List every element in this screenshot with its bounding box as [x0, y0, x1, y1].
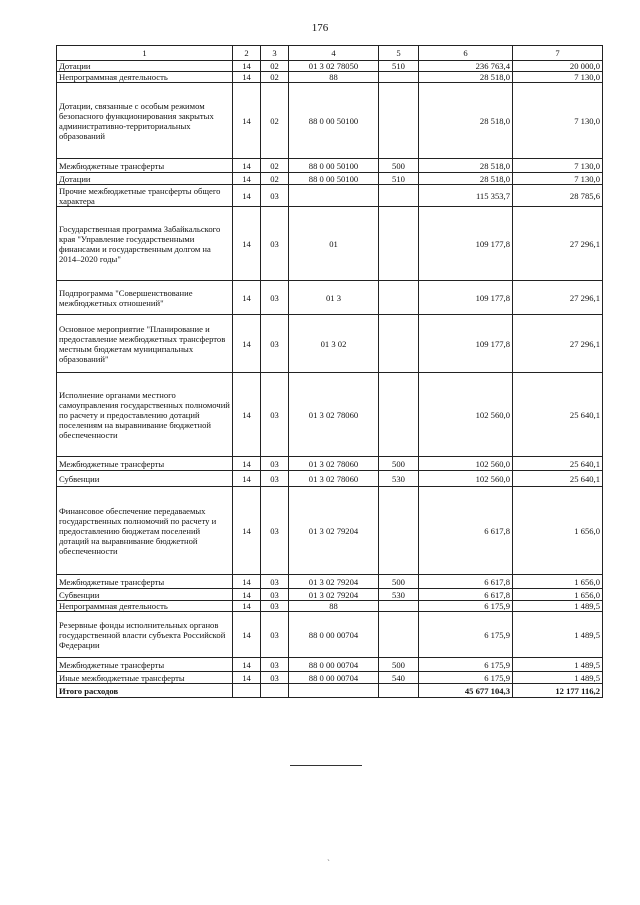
- table-row: [57, 315, 603, 373]
- cell-section: 14: [233, 672, 261, 684]
- cell-name: Непрограммная деятельность: [57, 601, 233, 612]
- cell-amount-quarter: 20 000,0: [513, 61, 603, 72]
- cell-amount-year: 102 560,0: [419, 457, 513, 471]
- cell-target-code: 01 3 02 78060: [289, 373, 379, 457]
- cell-amount-year: 236 763,4: [419, 61, 513, 72]
- cell-amount-quarter: 12 177 116,2: [513, 684, 603, 698]
- cell-name: Непрограммная деятельность: [57, 72, 233, 83]
- cell-section: 14: [233, 72, 261, 83]
- cell-amount-year: 28 518,0: [419, 83, 513, 159]
- cell-expense-type: [379, 373, 419, 457]
- cell-expense-type: [379, 612, 419, 658]
- cell-amount-year: 6 175,9: [419, 658, 513, 672]
- cell-target-code: 88 0 00 50100: [289, 159, 379, 173]
- cell-amount-quarter: 7 130,0: [513, 173, 603, 185]
- cell-name: Подпрограмма "Совершенствование межбюджетных отношений": [57, 281, 233, 315]
- cell-name: Дотации, связанные с особым режимом безопасного функционирования закрытых административно-территориальных образований: [57, 83, 233, 159]
- cell-section: 14: [233, 658, 261, 672]
- cell-amount-year: 6 617,8: [419, 575, 513, 589]
- column-header: 2: [233, 46, 261, 61]
- table-row: [57, 207, 603, 281]
- cell-expense-type: 510: [379, 61, 419, 72]
- cell-amount-quarter: 7 130,0: [513, 72, 603, 83]
- column-header: 3: [261, 46, 289, 61]
- table-row: [57, 589, 603, 601]
- cell-name: Межбюджетные трансферты: [57, 658, 233, 672]
- cell-amount-year: 102 560,0: [419, 471, 513, 487]
- column-header: 6: [419, 46, 513, 61]
- cell-name: Межбюджетные трансферты: [57, 159, 233, 173]
- table-row: [57, 487, 603, 575]
- cell-amount-quarter: 27 296,1: [513, 207, 603, 281]
- cell-target-code: 01 3 02 79204: [289, 589, 379, 601]
- cell-amount-year: 45 677 104,3: [419, 684, 513, 698]
- cell-subsection: 02: [261, 173, 289, 185]
- cell-expense-type: [379, 601, 419, 612]
- cell-expense-type: 530: [379, 471, 419, 487]
- table-row: [57, 471, 603, 487]
- cell-amount-quarter: 25 640,1: [513, 373, 603, 457]
- cell-section: 14: [233, 601, 261, 612]
- cell-section: 14: [233, 471, 261, 487]
- cell-name: Дотации: [57, 61, 233, 72]
- cell-name: Дотации: [57, 173, 233, 185]
- cell-subsection: 03: [261, 457, 289, 471]
- cell-expense-type: [379, 83, 419, 159]
- cell-expense-type: 510: [379, 173, 419, 185]
- cell-name: Исполнение органами местного самоуправления государственных полномочий по расчету и предоставлению дотаций поселениям на выравнивание бюджетной обеспеченности: [57, 373, 233, 457]
- cell-expense-type: [379, 315, 419, 373]
- cell-name: Финансовое обеспечение передаваемых государственных полномочий по расчету и предоставлению бюджетам поселений дотаций на выравнивание бюджетной обеспеченности: [57, 487, 233, 575]
- cell-subsection: 03: [261, 281, 289, 315]
- cell-amount-year: 6 617,8: [419, 487, 513, 575]
- cell-amount-year: 6 175,9: [419, 601, 513, 612]
- column-header: 4: [289, 46, 379, 61]
- separator-line: [290, 765, 362, 766]
- cell-target-code: [289, 684, 379, 698]
- cell-subsection: 03: [261, 658, 289, 672]
- table-row: [57, 612, 603, 658]
- cell-subsection: 03: [261, 487, 289, 575]
- cell-amount-quarter: 28 785,6: [513, 185, 603, 207]
- cell-amount-year: 28 518,0: [419, 173, 513, 185]
- cell-section: 14: [233, 487, 261, 575]
- table-header-row: [57, 46, 603, 61]
- cell-target-code: 01 3 02 78050: [289, 61, 379, 72]
- cell-expense-type: 530: [379, 589, 419, 601]
- cell-target-code: 01 3: [289, 281, 379, 315]
- table-row: [57, 373, 603, 457]
- cell-amount-quarter: 1 489,5: [513, 601, 603, 612]
- cell-name: Прочие межбюджетные трансферты общего характера: [57, 185, 233, 207]
- cell-target-code: 01 3 02 79204: [289, 575, 379, 589]
- cell-section: 14: [233, 373, 261, 457]
- cell-section: [233, 684, 261, 698]
- cell-amount-quarter: 1 656,0: [513, 589, 603, 601]
- cell-section: 14: [233, 315, 261, 373]
- table-row: [57, 658, 603, 672]
- table-row: [57, 575, 603, 589]
- cell-amount-quarter: 27 296,1: [513, 315, 603, 373]
- cell-section: 14: [233, 185, 261, 207]
- cell-name: Государственная программа Забайкальского края "Управление государственными финансами и государственным долгом на 2014–2020 годы": [57, 207, 233, 281]
- cell-target-code: 01: [289, 207, 379, 281]
- cell-name: Межбюджетные трансферты: [57, 457, 233, 471]
- cell-amount-year: 28 518,0: [419, 72, 513, 83]
- column-header: 5: [379, 46, 419, 61]
- cell-section: 14: [233, 83, 261, 159]
- cell-amount-year: 28 518,0: [419, 159, 513, 173]
- cell-subsection: 02: [261, 83, 289, 159]
- cell-subsection: 03: [261, 373, 289, 457]
- cell-name: Субвенции: [57, 589, 233, 601]
- cell-amount-year: 109 177,8: [419, 207, 513, 281]
- cell-expense-type: [379, 72, 419, 83]
- cell-name: Основное мероприятие "Планирование и предоставление межбюджетных трансфертов местным бюджетам муниципальных образований": [57, 315, 233, 373]
- cell-subsection: [261, 684, 289, 698]
- stray-mark: `: [327, 858, 330, 868]
- cell-target-code: 88: [289, 601, 379, 612]
- cell-subsection: 03: [261, 589, 289, 601]
- cell-section: 14: [233, 612, 261, 658]
- cell-target-code: 88 0 00 00704: [289, 612, 379, 658]
- cell-subsection: 03: [261, 672, 289, 684]
- cell-section: 14: [233, 173, 261, 185]
- cell-expense-type: [379, 207, 419, 281]
- cell-amount-quarter: 7 130,0: [513, 159, 603, 173]
- cell-subsection: 03: [261, 315, 289, 373]
- table-row: [57, 457, 603, 471]
- cell-expense-type: 500: [379, 159, 419, 173]
- table-row: [57, 83, 603, 159]
- cell-expense-type: [379, 185, 419, 207]
- cell-section: 14: [233, 589, 261, 601]
- cell-expense-type: 500: [379, 575, 419, 589]
- cell-subsection: 03: [261, 207, 289, 281]
- cell-amount-quarter: 27 296,1: [513, 281, 603, 315]
- cell-expense-type: 540: [379, 672, 419, 684]
- cell-subsection: 03: [261, 601, 289, 612]
- cell-section: 14: [233, 281, 261, 315]
- cell-expense-type: [379, 684, 419, 698]
- cell-expense-type: [379, 487, 419, 575]
- cell-amount-quarter: 25 640,1: [513, 457, 603, 471]
- column-header: 7: [513, 46, 603, 61]
- cell-target-code: 88 0 00 00704: [289, 672, 379, 684]
- cell-amount-quarter: 1 489,5: [513, 658, 603, 672]
- cell-subsection: 02: [261, 72, 289, 83]
- cell-subsection: 02: [261, 61, 289, 72]
- cell-expense-type: 500: [379, 457, 419, 471]
- cell-amount-year: 6 175,9: [419, 672, 513, 684]
- cell-name: Резервные фонды исполнительных органов государственной власти субъекта Российской Федерации: [57, 612, 233, 658]
- cell-name: Межбюджетные трансферты: [57, 575, 233, 589]
- cell-section: 14: [233, 575, 261, 589]
- budget-table: [56, 45, 603, 698]
- cell-section: 14: [233, 207, 261, 281]
- cell-target-code: 01 3 02 78060: [289, 471, 379, 487]
- cell-amount-year: 6 617,8: [419, 589, 513, 601]
- cell-expense-type: [379, 281, 419, 315]
- cell-name: Итого расходов: [57, 684, 233, 698]
- cell-amount-quarter: 1 489,5: [513, 672, 603, 684]
- cell-subsection: 03: [261, 612, 289, 658]
- cell-amount-year: 115 353,7: [419, 185, 513, 207]
- page-number: 176: [311, 22, 329, 34]
- cell-amount-quarter: 1 656,0: [513, 575, 603, 589]
- cell-amount-year: 109 177,8: [419, 315, 513, 373]
- cell-target-code: 88 0 00 50100: [289, 173, 379, 185]
- table-row: [57, 185, 603, 207]
- cell-target-code: 01 3 02: [289, 315, 379, 373]
- cell-target-code: 01 3 02 78060: [289, 457, 379, 471]
- cell-target-code: 88: [289, 72, 379, 83]
- cell-amount-year: 109 177,8: [419, 281, 513, 315]
- table-row: [57, 61, 603, 72]
- cell-subsection: 03: [261, 471, 289, 487]
- column-header: 1: [57, 46, 233, 61]
- cell-name: Иные межбюджетные трансферты: [57, 672, 233, 684]
- cell-section: 14: [233, 61, 261, 72]
- cell-target-code: 88 0 00 00704: [289, 658, 379, 672]
- table-row: [57, 281, 603, 315]
- cell-amount-quarter: 7 130,0: [513, 83, 603, 159]
- cell-name: Субвенции: [57, 471, 233, 487]
- table-row: [57, 173, 603, 185]
- table-row: [57, 672, 603, 684]
- table-row: [57, 159, 603, 173]
- cell-target-code: 01 3 02 79204: [289, 487, 379, 575]
- cell-target-code: 88 0 00 50100: [289, 83, 379, 159]
- cell-subsection: 03: [261, 185, 289, 207]
- cell-amount-quarter: 1 489,5: [513, 612, 603, 658]
- cell-amount-quarter: 1 656,0: [513, 487, 603, 575]
- cell-section: 14: [233, 159, 261, 173]
- cell-section: 14: [233, 457, 261, 471]
- total-row: [57, 684, 603, 698]
- cell-amount-year: 6 175,9: [419, 612, 513, 658]
- cell-amount-quarter: 25 640,1: [513, 471, 603, 487]
- cell-subsection: 03: [261, 575, 289, 589]
- cell-expense-type: 500: [379, 658, 419, 672]
- table-row: [57, 72, 603, 83]
- cell-amount-year: 102 560,0: [419, 373, 513, 457]
- cell-target-code: [289, 185, 379, 207]
- cell-subsection: 02: [261, 159, 289, 173]
- table-row: [57, 601, 603, 612]
